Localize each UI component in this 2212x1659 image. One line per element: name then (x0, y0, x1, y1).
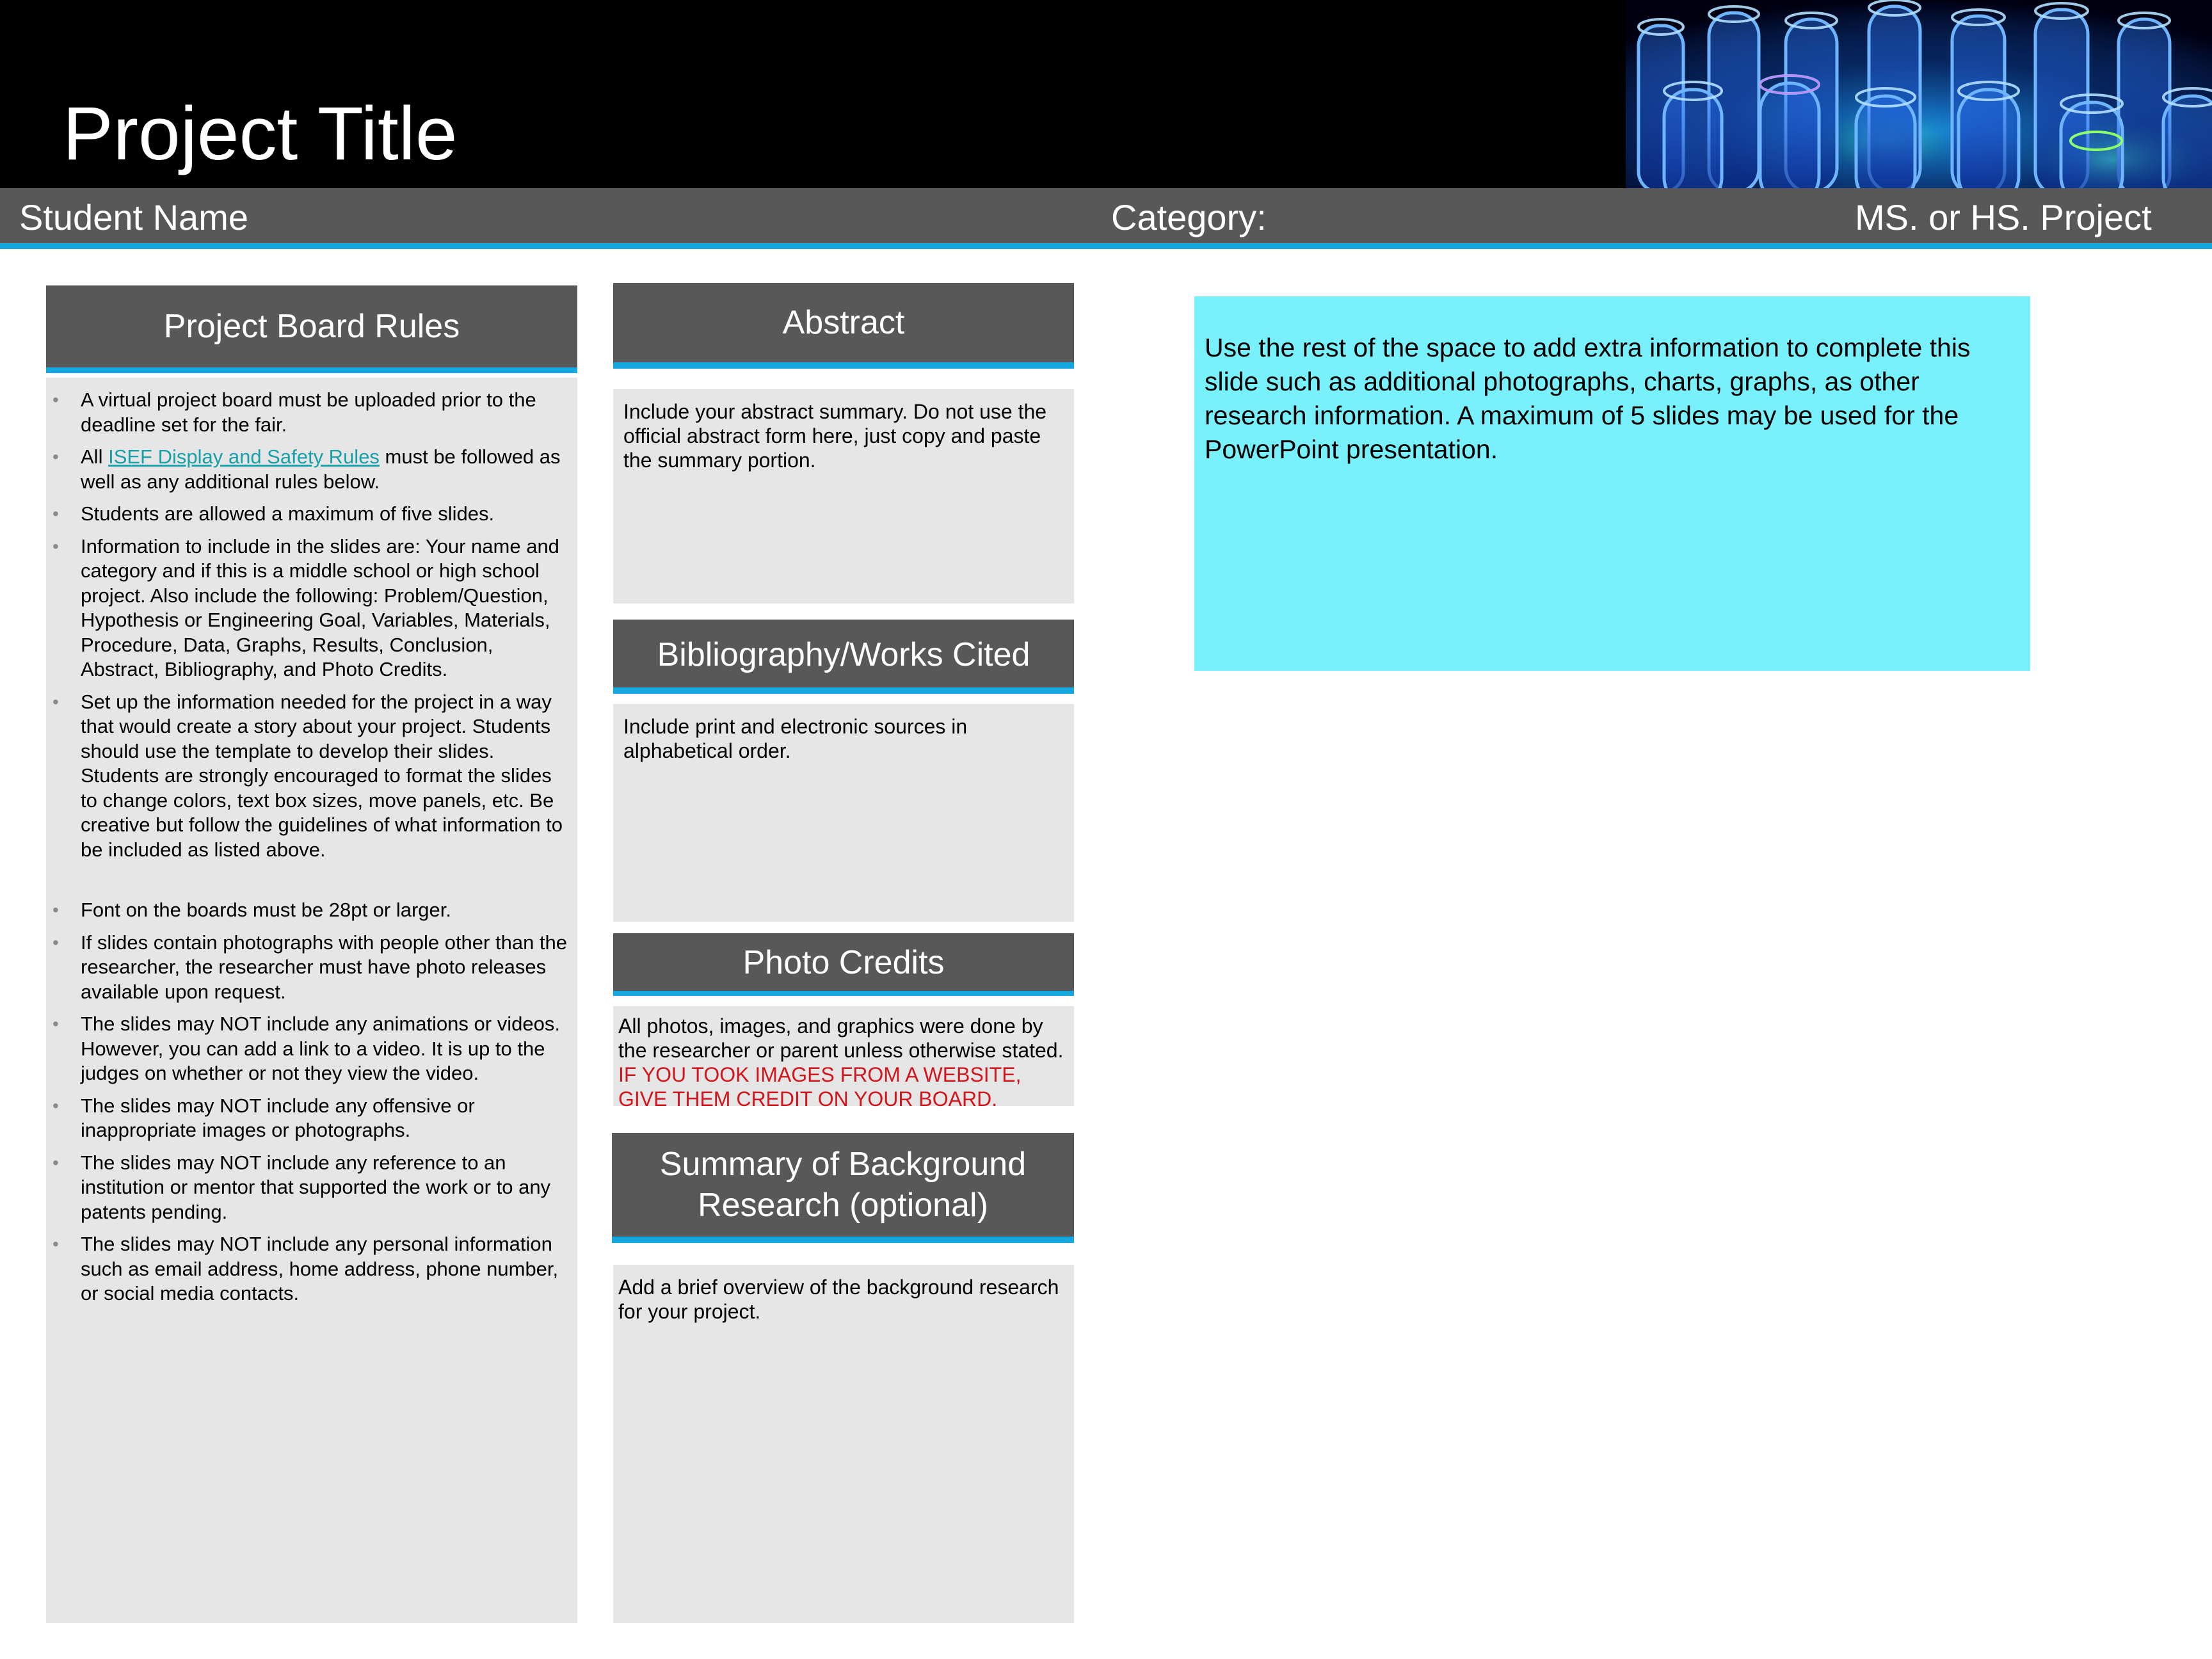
photo-credits-warning: IF YOU TOOK IMAGES FROM A WEBSITE, GIVE THEM CREDIT ON YOUR BOARD. (618, 1063, 1022, 1110)
student-name: Student Name (19, 197, 248, 237)
rules-item-text: The slides may NOT include any personal information such as email address, home address, phone number, or social media contacts. (81, 1233, 559, 1304)
school-level-label: MS. or HS. Project (1855, 197, 2152, 237)
isef-rules-link[interactable]: ISEF Display and Safety Rules (108, 445, 380, 468)
photo-credits-panel-header (613, 933, 1074, 992)
bibliography-panel-header (613, 620, 1074, 690)
bullet-icon: • (52, 1234, 59, 1254)
background-panel-title: Summary of Background Research (optional) (659, 1146, 1027, 1224)
rules-list-item (52, 1094, 571, 1143)
rules-list-item (52, 690, 571, 863)
extra-info-callout (1194, 296, 2030, 671)
rules-item-text: The slides may NOT include any reference to an institution or mentor that supported the work or to any patents pending. (81, 1151, 551, 1223)
rules-item-prefix: All (81, 445, 109, 468)
project-title: Project Title (63, 92, 458, 176)
category-label: Category: (1111, 197, 1267, 237)
bullet-icon: • (52, 1095, 59, 1116)
extra-info-text: Use the rest of the space to add extra information to complete this slide such as additional photographs, charts, graphs, as other research information. A maximum of 5 slides may be used for the PowerPoint presentation. (1205, 333, 1971, 464)
rules-item-text: Students are allowed a maximum of five slides. (81, 502, 495, 525)
rules-panel-header (46, 285, 577, 367)
abstract-panel-accent-rule (613, 362, 1074, 369)
bullet-icon: • (52, 691, 59, 712)
rules-item-suffix: must be followed as well as any additional rules below. (81, 445, 561, 493)
rules-list (52, 388, 571, 1306)
rules-panel-body (46, 378, 577, 1623)
bibliography-panel-body (613, 704, 1074, 922)
bullet-icon: • (52, 900, 59, 920)
test-tubes-photo (1626, 0, 2212, 188)
rules-list-item (52, 1151, 571, 1225)
rules-item-text: Font on the boards must be 28pt or larger. (81, 899, 452, 921)
info-bar-accent-rule (0, 243, 2212, 249)
rules-panel-accent-rule (46, 367, 577, 373)
bullet-icon: • (52, 1152, 59, 1173)
rules-item-text: A virtual project board must be uploaded prior to the deadline set for the fair. (81, 389, 536, 436)
rules-list-item (52, 502, 571, 527)
photo-credits-panel-accent-rule (613, 991, 1074, 996)
background-panel-body (613, 1265, 1074, 1623)
photo-credits-panel-body (613, 1006, 1074, 1110)
abstract-text: Include your abstract summary. Do not use the official abstract form here, just copy and paste the summary portion. (623, 400, 1047, 472)
background-text: Add a brief overview of the background research for your project. (618, 1276, 1059, 1323)
rules-list-item (52, 534, 571, 682)
rules-list-item (52, 931, 571, 1005)
bullet-icon: • (52, 536, 59, 556)
rules-item-text: Set up the information needed for the project in a way that would create a story about your project. Students should use the template to develop their slides. Students are strongly encouraged to format the slides to change colors, text box sizes, move panels, etc. Be creative but follow the guidelines of what information to be included as listed above. (81, 690, 563, 861)
photo-credits-panel-title: Photo Credits (742, 944, 945, 981)
bullet-icon: • (52, 932, 59, 952)
rules-item-text: The slides may NOT include any offensive or inappropriate images or photographs. (81, 1094, 475, 1141)
abstract-panel-header (613, 283, 1074, 362)
bullet-icon: • (52, 390, 59, 410)
rules-list-item (52, 1232, 571, 1306)
rules-item-text: If slides contain photographs with people other than the researcher, the researcher must have photo releases available upon request. (81, 931, 568, 1003)
abstract-panel-body (613, 389, 1074, 604)
bullet-icon: • (52, 504, 59, 524)
background-panel-accent-rule (612, 1237, 1074, 1243)
rules-item-text: The slides may NOT include any animations or videos. However, you can add a link to a video. It is up to the judges on whether or not they view the video. (81, 1013, 560, 1084)
bullet-icon: • (52, 1014, 59, 1034)
abstract-panel-title: Abstract (782, 304, 905, 341)
rules-panel-title: Project Board Rules (163, 308, 460, 345)
bibliography-text: Include print and electronic sources in alphabetical order. (623, 715, 968, 762)
background-panel-header (612, 1133, 1074, 1237)
bibliography-panel-accent-rule (613, 687, 1074, 694)
rules-list-item (52, 445, 571, 494)
photo-credits-text: All photos, images, and graphics were done by the researcher or parent unless otherwise stated. (618, 1014, 1064, 1062)
bullet-icon: • (52, 447, 59, 467)
rules-list-item (52, 388, 571, 437)
rules-list-item (52, 1012, 571, 1086)
rules-item-text: Information to include in the slides are: Your name and category and if this is a middle school or high school project. Also include the following: Problem/Question, Hypothesis or Engineering Goal, Variables, Materials, Procedure, Data, Graphs, Results, Conclusion, Abstract, Bibliography, and Photo Credits. (81, 534, 559, 680)
bibliography-panel-title: Bibliography/Works Cited (657, 636, 1030, 673)
rules-list-item (52, 898, 571, 923)
